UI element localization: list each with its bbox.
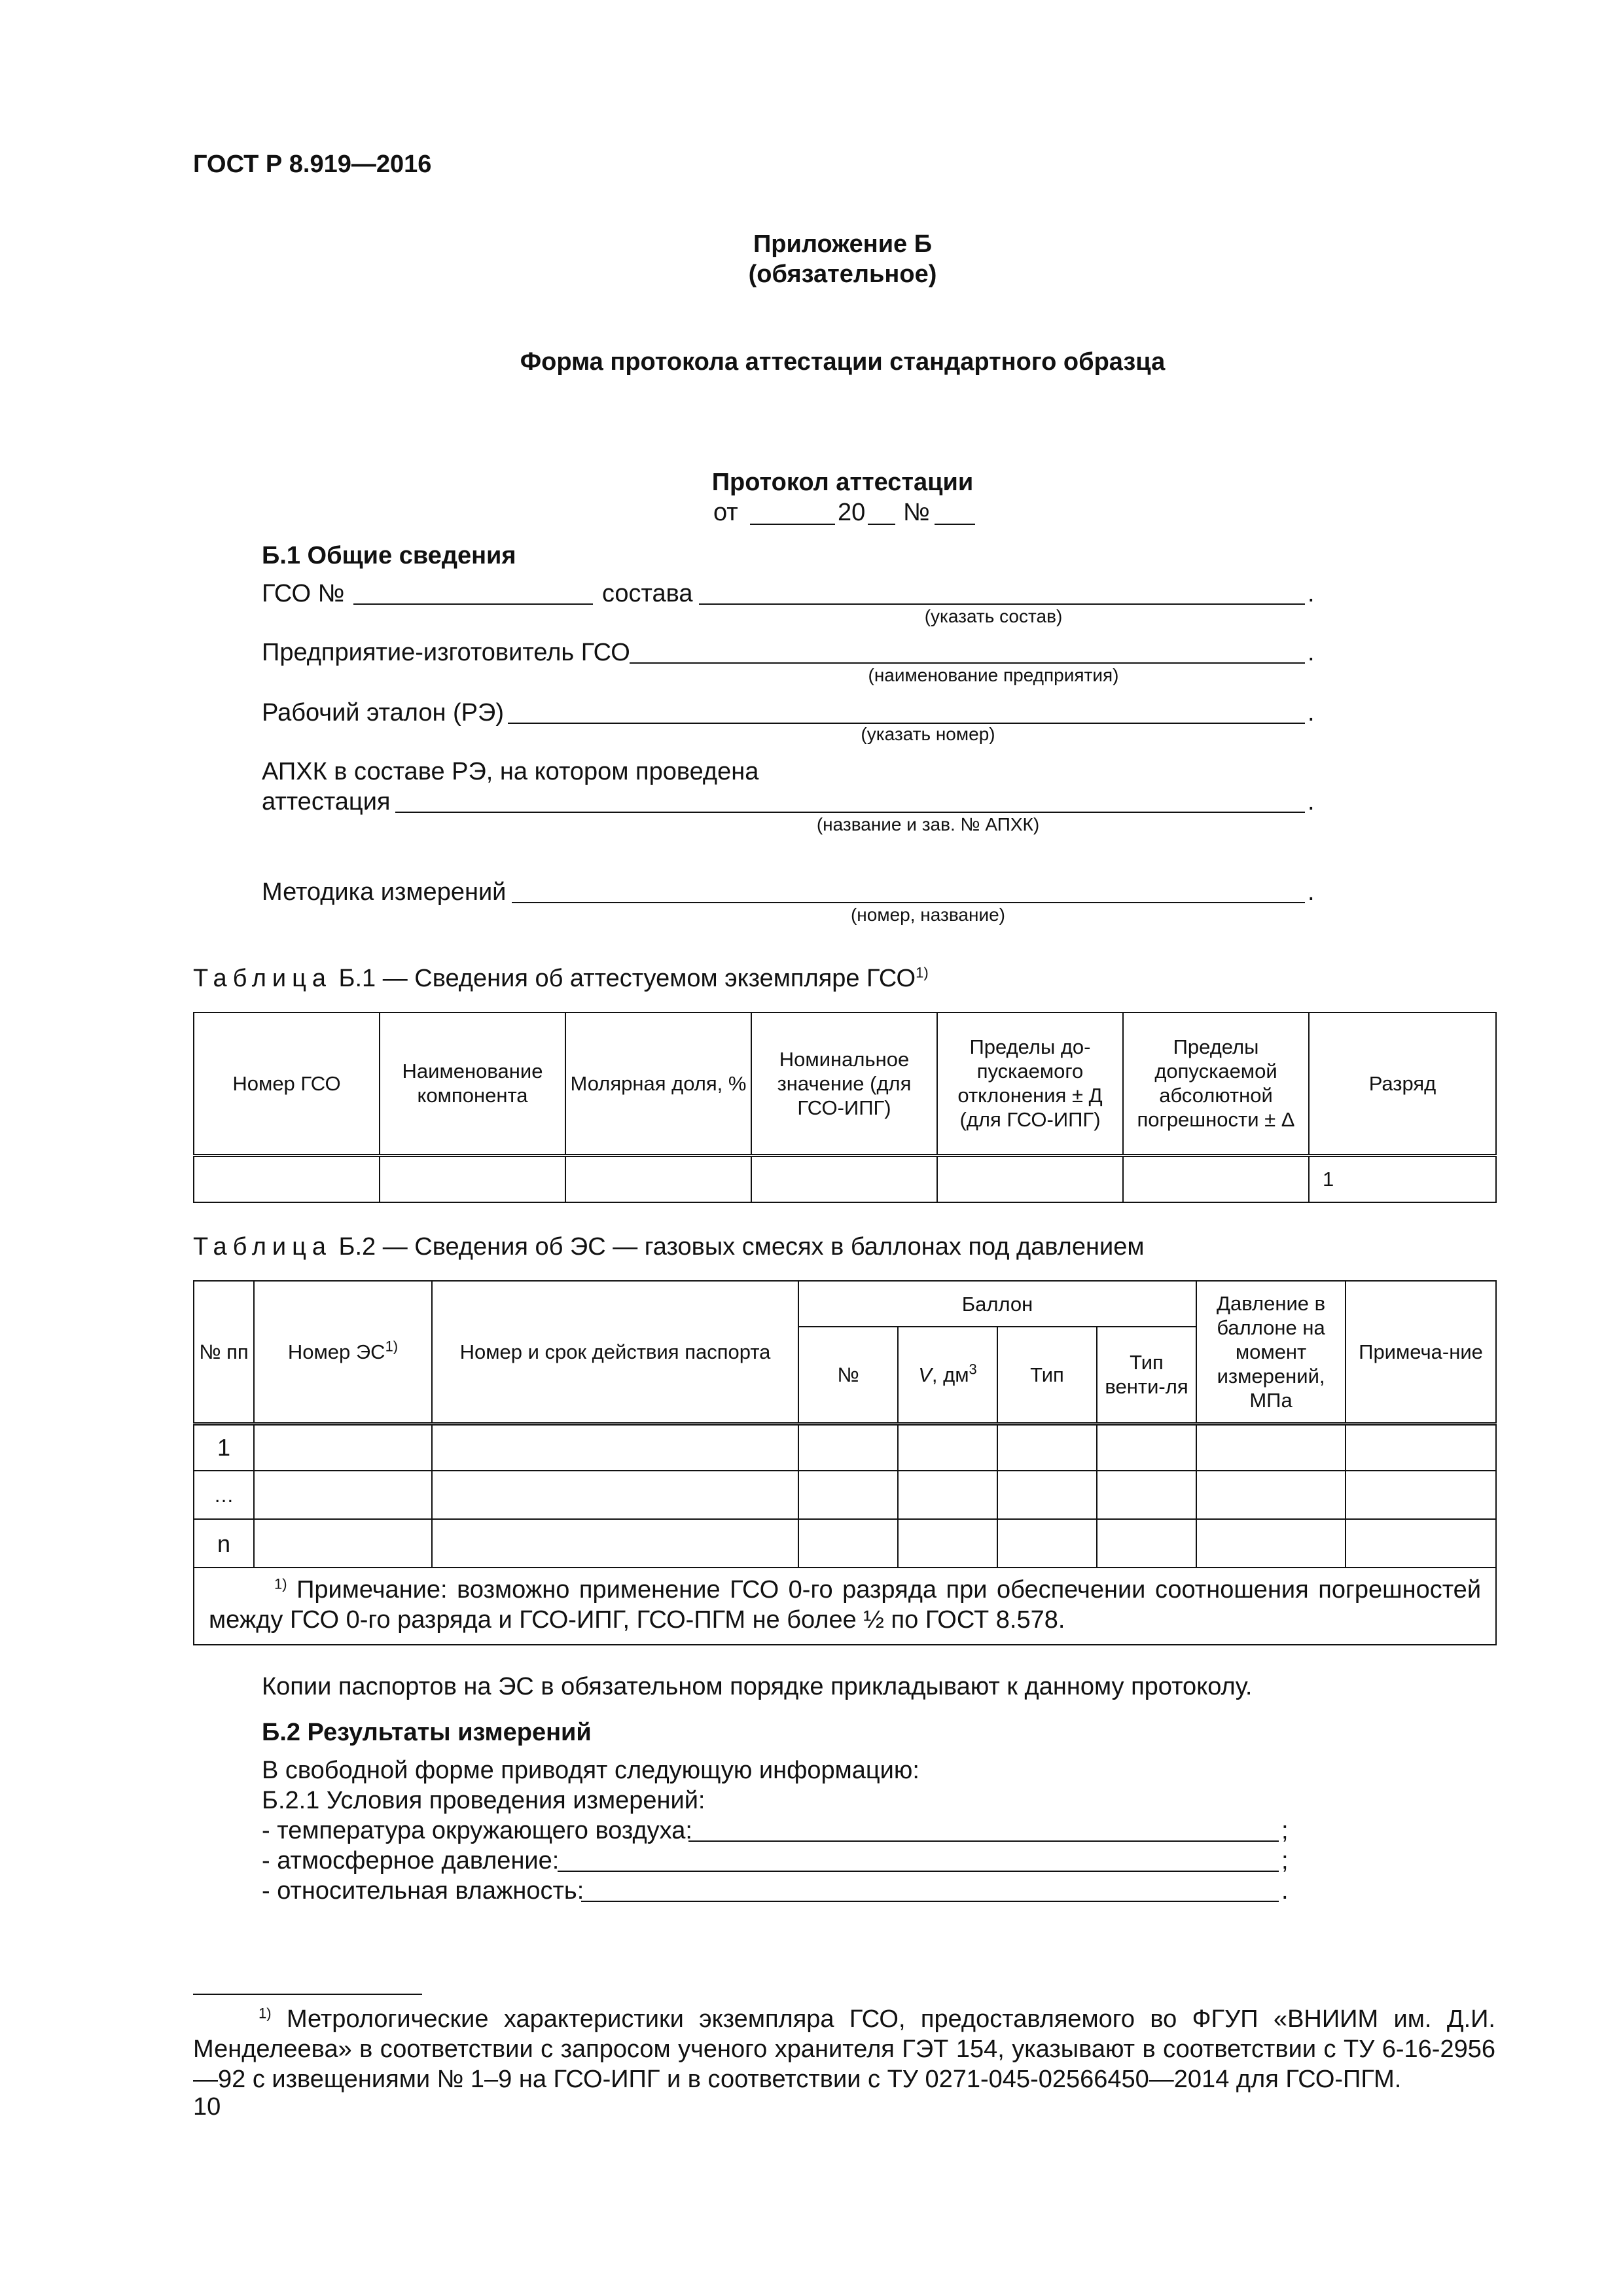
- temperature-label: - температура окружающего воздуха:: [262, 1817, 692, 1844]
- table2-caption-word: Таблица: [193, 1233, 332, 1261]
- page-footnote: [193, 2004, 1495, 2094]
- pressure-label: - атмосферное давление:: [262, 1847, 560, 1874]
- standard-caption: (указать номер): [861, 724, 995, 744]
- composition-caption: (указать состав): [924, 606, 1063, 626]
- t2-cell: [798, 1519, 898, 1568]
- t2-cell: [1097, 1519, 1196, 1568]
- section-b2-intro: В свободной форме приводят следующую информацию:: [262, 1757, 919, 1784]
- apkh-caption: (название и зав. № АПХК): [816, 814, 1040, 834]
- protocol-number-label: №: [903, 499, 930, 526]
- footnote-separator: [193, 1994, 422, 1995]
- t1-cell-nominal-value: [751, 1155, 937, 1202]
- t2-header-num: № пп: [194, 1281, 254, 1424]
- section-b2-conditions: Б.2.1 Условия проведения измерений:: [262, 1787, 705, 1814]
- humidity-label: - относительная влажность:: [262, 1877, 584, 1905]
- t2-cell: [1346, 1471, 1496, 1519]
- t2-cell: [898, 1424, 997, 1471]
- t2-header-volume-symbol: V: [918, 1363, 932, 1386]
- table1-caption: [193, 963, 929, 994]
- t1-cell-allowed-error: [1123, 1155, 1309, 1202]
- apkh-blank: [395, 812, 1305, 813]
- t2-cell: [254, 1519, 432, 1568]
- standard-header: ГОСТ Р 8.919—2016: [193, 151, 432, 178]
- protocol-title: Протокол аттестации: [711, 469, 974, 496]
- t2-cell: [997, 1519, 1097, 1568]
- apkh-label-line2: аттестация: [262, 788, 391, 816]
- t1-header-allowed-error: Пределы допускаемой абсолютной погрешности ± Δ: [1123, 1013, 1309, 1155]
- section-b2-title: Б.2 Результаты измерений: [262, 1719, 592, 1746]
- t2-header-cylinder: Баллон: [798, 1281, 1196, 1327]
- pressure-end: ;: [1281, 1847, 1289, 1874]
- t2-header-volume-unit: , дм: [931, 1363, 969, 1386]
- gso-number-blank: [353, 603, 593, 605]
- t2-row-num: n: [194, 1519, 254, 1568]
- manufacturer-period: .: [1308, 639, 1315, 666]
- t2-header-cylinder-no: №: [798, 1327, 898, 1424]
- t2-cell: [432, 1471, 798, 1519]
- t2-header-type: Тип: [997, 1327, 1097, 1424]
- t1-header-molar-fraction: Молярная доля, %: [565, 1013, 751, 1155]
- table2: [193, 1280, 1497, 1645]
- t2-header-pressure: Давление в баллоне на момент измерений, МПа: [1196, 1281, 1346, 1424]
- manufacturer-caption: (наименование предприятия): [868, 665, 1119, 685]
- method-caption: (номер, название): [850, 905, 1005, 925]
- t2-cell: [997, 1471, 1097, 1519]
- table2-caption-text: Б.2 — Сведения об ЭС — газовых смесях в баллонах под давлением: [332, 1233, 1145, 1261]
- t2-header-es-text: Номер ЭС: [287, 1340, 385, 1363]
- t2-cell: [1196, 1519, 1346, 1568]
- table2-caption: [193, 1232, 1144, 1262]
- t2-header-valve: Тип венти-ля: [1097, 1327, 1196, 1424]
- t2-header-es-sup: 1): [385, 1338, 399, 1355]
- table1-caption-word: Таблица: [193, 965, 332, 992]
- t1-cell-allowed-deviation: [937, 1155, 1123, 1202]
- t2-cell: [1196, 1471, 1346, 1519]
- composition-blank: [699, 603, 1305, 605]
- t2-header-passport: Номер и срок действия паспорта: [432, 1281, 798, 1424]
- footnote-text: Метрологические характеристики экземпляра ГСО, предоставляемого во ФГУП «ВНИИМ им. Д.И. Менделеева» в соответствии с запросом ученого хранителя ГЭТ 154, указывают в соответствии с ТУ 6-16-2956—92 с извещениями № 1–9 на ГСО-ИПГ и в соответствии с ТУ 0271-045-02566450—2014 для ГСО-ПГМ.: [193, 2005, 1495, 2093]
- t1-cell-component: [380, 1155, 565, 1202]
- appendix-title: Приложение Б: [753, 230, 933, 258]
- humidity-blank: [581, 1901, 1279, 1902]
- table2-header-row-1: [194, 1281, 1496, 1327]
- t2-cell: [1097, 1424, 1196, 1471]
- t2-footnote-text: Примечание: возможно применение ГСО 0-го разряда при обеспечении соотношения погрешностей между ГСО 0-го разряда и ГСО-ИПГ, ГСО-ПГМ не более ½ по ГОСТ 8.578.: [209, 1576, 1482, 1634]
- t2-cell: [1196, 1424, 1346, 1471]
- table2-footnote-row: [194, 1568, 1496, 1645]
- method-label: Методика измерений: [262, 878, 507, 906]
- day-month-blank: [750, 524, 835, 525]
- t1-cell-molar-fraction: [565, 1155, 751, 1202]
- table-row: [194, 1424, 1496, 1471]
- manufacturer-blank: [630, 662, 1305, 664]
- table-row: [194, 1519, 1496, 1568]
- t2-header-es: [254, 1281, 432, 1424]
- protocol-date-prefix: от: [713, 499, 738, 526]
- protocol-date-line: [713, 497, 975, 528]
- t1-header-gso-number: Номер ГСО: [194, 1013, 380, 1155]
- copies-text: Копии паспортов на ЭС в обязательном порядке прикладывают к данному протоколу.: [262, 1673, 1253, 1700]
- number-blank: [935, 524, 975, 525]
- page-number: 10: [193, 2093, 221, 2121]
- t2-row-num: …: [194, 1471, 254, 1519]
- table1-caption-text: Б.1 — Сведения об аттестуемом экземпляре ГСО: [332, 965, 916, 992]
- gso-label: ГСО №: [262, 580, 345, 607]
- apkh-period: .: [1308, 788, 1315, 816]
- composition-period: .: [1308, 580, 1315, 607]
- t1-cell-gso-number: [194, 1155, 380, 1202]
- t2-cell: [898, 1471, 997, 1519]
- t2-header-note: Примеча-ние: [1346, 1281, 1496, 1424]
- appendix-status: (обязательное): [748, 260, 937, 288]
- composition-label: состава: [602, 580, 693, 607]
- t2-cell: [1346, 1519, 1496, 1568]
- t2-cell: [997, 1424, 1097, 1471]
- standard-period: .: [1308, 699, 1315, 726]
- method-blank: [512, 902, 1305, 903]
- table-row: [194, 1471, 1496, 1519]
- t2-header-volume: [898, 1327, 997, 1424]
- t1-header-nominal-value: Номинальное значение (для ГСО-ИПГ): [751, 1013, 937, 1155]
- manufacturer-label: Предприятие-изготовитель ГСО: [262, 639, 630, 666]
- t2-cell: [432, 1424, 798, 1471]
- t2-cell: [1097, 1471, 1196, 1519]
- form-title: Форма протокола аттестации стандартного образца: [520, 348, 1166, 376]
- temperature-end: ;: [1281, 1817, 1289, 1844]
- apkh-label-line1: АПХК в составе РЭ, на котором проведена: [262, 758, 759, 785]
- t2-footnote-sup: 1): [274, 1575, 287, 1592]
- table1-header-row: [194, 1013, 1496, 1155]
- pressure-blank: [558, 1871, 1279, 1872]
- t2-header-volume-sup: 3: [969, 1361, 977, 1378]
- t1-header-component: Наименование компонента: [380, 1013, 565, 1155]
- method-period: .: [1308, 878, 1315, 906]
- t1-header-rank: Разряд: [1309, 1013, 1496, 1155]
- footnote-sup: 1): [259, 2005, 272, 2022]
- t1-header-allowed-deviation: Пределы до-пускаемого отклонения ± Д (для ГСО-ИПГ): [937, 1013, 1123, 1155]
- table1: [193, 1012, 1497, 1203]
- t2-footnote: [194, 1568, 1496, 1645]
- temperature-blank: [688, 1840, 1279, 1842]
- t2-cell: [254, 1424, 432, 1471]
- humidity-end: .: [1281, 1877, 1289, 1905]
- table-row: [194, 1155, 1496, 1202]
- t1-cell-rank: 1: [1309, 1155, 1496, 1202]
- t2-cell: [1346, 1424, 1496, 1471]
- t2-cell: [898, 1519, 997, 1568]
- section-b1-title: Б.1 Общие сведения: [262, 542, 516, 569]
- year-blank: [868, 524, 895, 525]
- protocol-year-prefix: 20: [838, 499, 866, 526]
- t2-row-num: 1: [194, 1424, 254, 1471]
- t2-cell: [254, 1471, 432, 1519]
- table1-caption-sup: 1): [916, 964, 929, 981]
- t2-cell: [798, 1471, 898, 1519]
- t2-cell: [798, 1424, 898, 1471]
- standard-label: Рабочий эталон (РЭ): [262, 699, 504, 726]
- t2-cell: [432, 1519, 798, 1568]
